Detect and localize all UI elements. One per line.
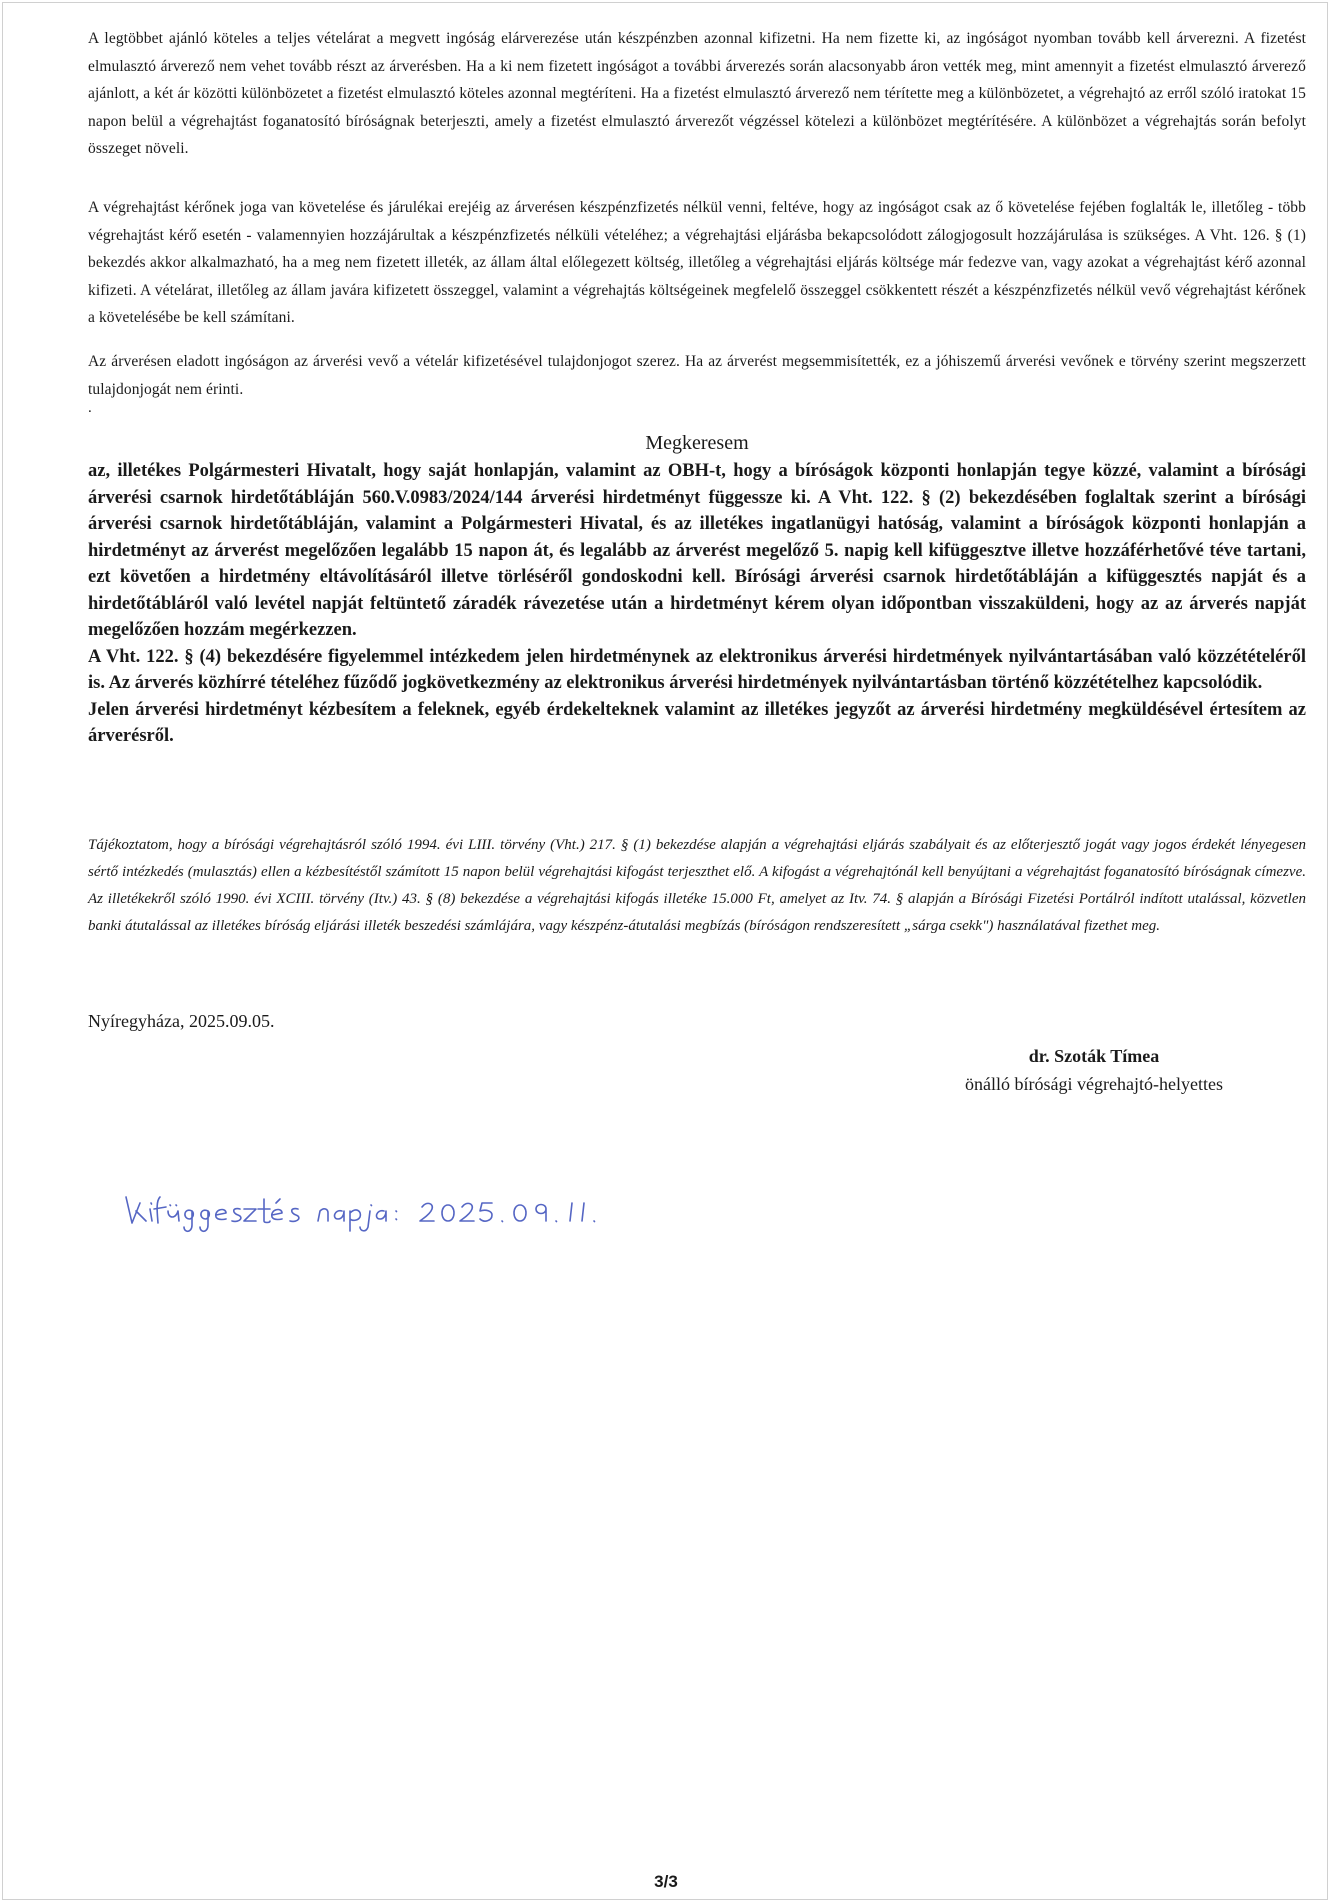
signer-title: önálló bírósági végrehajtó-helyettes	[965, 1074, 1223, 1094]
page-number: 3/3	[654, 1872, 678, 1891]
request-heading: Megkeresem	[645, 432, 749, 454]
request-paragraph-electronic-register: A Vht. 122. § (4) bekezdésére figyelemmel intézkedem jelen hirdetménynek az elektronikus árverési hirdetmények nyilvántartásában való közzétételéről is. Az árverés közhírré tételéhez fűződő jogkövetkezmény az elektronikus árverési hirdetmények nyilvántartásban történő közzétételhez kapcsolódik.	[88, 646, 1306, 693]
paragraph-ownership: Az árverésen eladott ingóságon az árverési vevő a vételár kifizetésével tulajdonjogot szerez. Ha az árverést megsemmisítették, ez a jóhiszemű árverési vevőnek e törvény szerint megszerzett tulajdonjogát nem érinti.	[88, 353, 1306, 398]
request-paragraph-publication: az, illetékes Polgármesteri Hivatalt, hogy saját honlapján, valamint az OBH-t, hogy a bíróságok központi honlapján tegye közzé, valamint a bírósági árverési csarnok hirdetőtábláján 560.V.0983/2024/144 árverési hirdetményt függessze ki. A Vht. 122. § (2) bekezdésében foglaltak szerint a bírósági árverési csarnok hirdetőtábláján, valamint a Polgármesteri Hivatal, és az illetékes ingatlanügyi hatóság, valamint a bíróságok központi honlapján a hirdetményt az árverést megelőzően legalább 15 napon át, és legalább az árverést megelőző 5. napig kell kifüggesztve illetve hozzáférhetővé téve tartani, ezt követően a hirdetmény eltávolításáról illetve törléséről gondoskodni kell. Bírósági árverési csarnok hirdetőtábláján a kifüggesztés napját és a hirdetőtábláról való levétel napját feltüntető záradék rávezetése után a hirdetményt kérem olyan időpontban visszaküldeni, hogy az az árverés napját megelőzően hozzám megérkezzen.	[88, 461, 1306, 640]
signature-block	[944, 1042, 1244, 1098]
handwritten-note	[122, 1185, 682, 1235]
paragraph-creditor-rights: A végrehajtást kérőnek joga van követelése és járulékai erejéig az árverésen készpénzfizetés nélkül venni, feltéve, hogy az ingóságot csak az ő követelése fejében foglalták le, illetőleg - több végrehajtást kérő esetén - valamennyien hozzájárultak a készpénzfizetés nélküli vételéhez; a végrehajtási eljárásba bekapcsolódott zálogjogosult hozzájárulása is szükséges. A Vht. 126. § (1) bekezdés akkor alkalmazható, ha a meg nem fizetett illeték, az állam által előlegezett költség, illetőleg a végrehajtási eljárás költsége már fedezve van, vagy azokat a végrehajtást kérő azonnal kifizeti. A vételárat, illetőleg az állam javára kifizetett összeggel, valamint a végrehajtás költségeinek megfelelő összeggel csökkentett részét a készpénzfizetés nélkül vevő végrehajtást kérőnek a követelésébe be kell számítani.	[88, 199, 1306, 326]
place-and-date: Nyíregyháza, 2025.09.05.	[88, 1011, 275, 1031]
request-paragraph-delivery: Jelen árverési hirdetményt kézbesítem a feleknek, egyéb érdekelteknek valamint az illetékes jegyzőt az árverési hirdetmény megküldésével értesítem az árverésről.	[88, 699, 1306, 746]
signer-name: dr. Szoták Tímea	[1028, 1046, 1160, 1066]
stray-dot: .	[88, 400, 92, 416]
paragraph-auction-payment: A legtöbbet ajánló köteles a teljes vételárat a megvett ingóság elárverezése után készpénzben azonnal kifizetni. Ha nem fizette ki, az ingóságot nyomban tovább kell árverezni. A fizetést elmulasztó árverező nem vehet tovább részt az árverésben. Ha a ki nem fizetett ingóságot a további árverezés során alacsonyabb áron vették meg, mint amennyit a fizetést elmulasztó árverező ajánlott, a két ár közötti különbözetet a fizetést elmulasztó köteles azonnal megtéríteni. Ha a fizetést elmulasztó árverező nem térítette meg a különbözetet, a végrehajtó az erről szóló iratokat 15 napon belül a végrehajtást foganatosító bíróságnak beterjeszti, amely a fizetést elmulasztó árverezőt végzéssel kötelezi a különbözet megtérítésére. A különbözet a végrehajtás során befolyt összeget növeli.	[88, 30, 1306, 157]
legal-remedy-notice: Tájékoztatom, hogy a bírósági végrehajtásról szóló 1994. évi LIII. törvény (Vht.) 217. § (1) bekezdése alapján a végrehajtási eljárás szabályait és az előterjesztő jogát vagy jogos érdekét lényegesen sértő intézkedés (mulasztás) ellen a kézbesítéstől számított 15 napon belül végrehajtási kifogást terjeszthet elő. A kifogást a végrehajtónál kell benyújtani a végrehajtást foganatosító bíróságnak címezve. Az illetékekről szóló 1990. évi XCIII. törvény (Itv.) 43. § (8) bekezdése a végrehajtási kifogás illetéke 15.000 Ft, amelyet az Itv. 74. § alapján a Bírósági Fizetési Portálról indított utalással, közvetlen banki átutalással az illetékes bíróság eljárási illeték beszedési számlájára, vagy készpénz-átutalási megbízás (bíróságon rendszeresített „sárga csekk") használatával fizethet meg.	[88, 837, 1306, 934]
request-body	[88, 458, 1306, 750]
